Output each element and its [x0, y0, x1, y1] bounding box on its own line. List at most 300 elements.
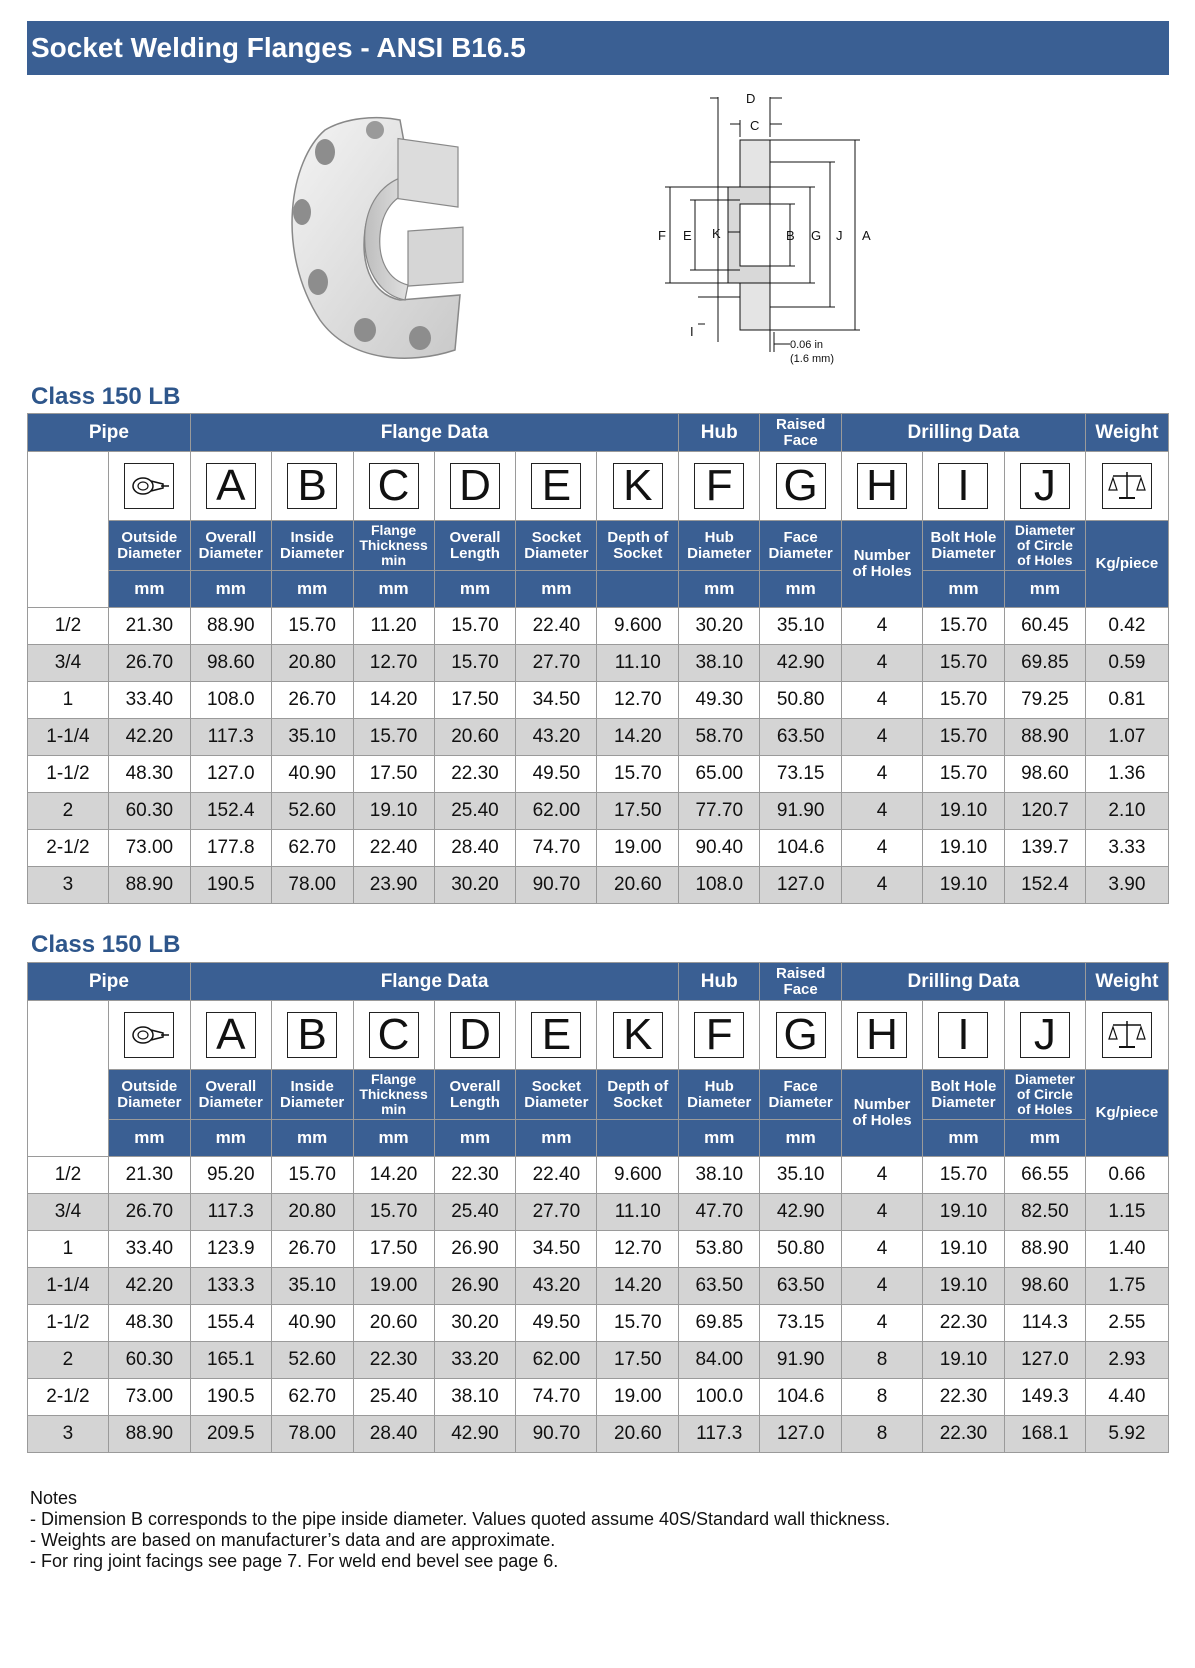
table-cell: 4 — [842, 719, 923, 756]
table-cell: 88.90 — [108, 1416, 190, 1453]
note-item: - Weights are based on manufacturer’s data and are approximate. — [30, 1530, 556, 1550]
table-cell: 40.90 — [271, 756, 353, 793]
group-pipe: Pipe — [28, 963, 191, 1001]
desc-overall-diameter: Overall Diameter — [190, 521, 271, 571]
table-cell: 100.0 — [679, 1379, 760, 1416]
table-cell: 1.07 — [1085, 719, 1168, 756]
letter-g: G — [776, 463, 826, 509]
table-cell: 21.30 — [108, 608, 190, 645]
note-item: - Dimension B corresponds to the pipe inside diameter. Values quoted assume 40S/Standard wall thickness. — [30, 1509, 891, 1529]
table-cell: 30.20 — [434, 1305, 516, 1342]
table-cell: 0.66 — [1085, 1157, 1168, 1194]
pipe-icon — [125, 464, 173, 508]
label-k: K — [712, 226, 721, 241]
table-cell: 0.42 — [1085, 608, 1168, 645]
table-cell: 26.90 — [434, 1268, 516, 1305]
table-cell: 120.7 — [1004, 793, 1085, 830]
table-cell: 60.30 — [108, 1342, 190, 1379]
table-cell: 4 — [842, 1194, 923, 1231]
nps-header: Nominal Pipe Size — [28, 452, 109, 608]
group-flange-data: Flange Data — [190, 414, 679, 452]
table-cell: 4 — [842, 867, 923, 904]
desc-circle-diameter: Diameter of Circle of Holes — [1004, 521, 1085, 571]
table-cell: 152.4 — [190, 793, 271, 830]
table-cell: 49.50 — [516, 1305, 597, 1342]
desc-face-diameter: Face Diameter — [760, 1070, 842, 1120]
letter-d: D — [450, 1012, 500, 1058]
table-cell: 12.70 — [597, 682, 679, 719]
table-cell: 1-1/4 — [28, 1268, 109, 1305]
group-drilling-data: Drilling Data — [842, 963, 1086, 1001]
table2-title: Class 150 LB — [31, 931, 181, 958]
table-cell: 1-1/4 — [28, 719, 109, 756]
table-cell: 190.5 — [190, 867, 271, 904]
letter-e: E — [531, 1012, 581, 1058]
table-cell: 117.3 — [190, 1194, 271, 1231]
group-weight: Weight — [1085, 414, 1168, 452]
table-cell: 28.40 — [353, 1416, 434, 1453]
table-cell: 60.45 — [1004, 608, 1085, 645]
desc-flange-thickness: Flange Thickness min — [353, 521, 434, 571]
table-cell: 19.00 — [353, 1268, 434, 1305]
desc-socket-diameter: Socket Diameter — [516, 521, 597, 571]
group-weight: Weight — [1085, 963, 1168, 1001]
table-cell: 3 — [28, 867, 109, 904]
table-cell: 17.50 — [434, 682, 516, 719]
table-cell: 9.600 — [597, 608, 679, 645]
nps-header: Nominal Pipe Size — [28, 1001, 109, 1157]
desc-outside-diameter: Outside Diameter — [108, 521, 190, 571]
table-cell: 63.50 — [760, 1268, 842, 1305]
spec-table-2: Pipe Flange Data Hub Raised Face Drilling Data Weight Nominal Pipe Size A B C D E K F G H I J Outside Diameter Overall Diameter Inside Diameter Flange Thickness min Overall Length Socket Diameter Depth of Socket Hub Diameter Face Diameter Number of Holes Bolt Hole Diameter Diameter of Circle of Holes Kg/piece mm mm mm mm mm mm mm mm mm mm 1/2 21.30 95.20 15.70 14.20 22.30 22.40 9.600 38.10 35.10 4 15.70 66.55 0.66 3/4 26.70 117.3 20.80 15.70 25.40 27.70 11.10 47.70 42.90 4 19.10 82.50 1.15 1 33.40 123.9 26.70 17.50 26.90 34.50 12.70 53.80 50.80 4 19.10 88.90 1.40 1-1/4 42.20 133.3 35.10 19.00 26.90 43.20 14.20 63.50 63.50 4 19.10 98.60 1.75 1-1/2 48.30 155.4 40.90 20.60 30.20 49.50 15.70 69.85 73.15 4 22.30 114.3 2.55 2 60.30 165.1 52.60 22.30 33.20 62.00 17.50 84.00 91.90 8 19.10 127.0 2.93 2-1/2 73.00 190.5 62.70 25.40 38.10 74.70 19.00 100.0 104.6 8 22.30 149.3 4.40 3 88.90 209.5 78.00 28.40 42.90 90.70 20.60 117.3 127.0 8 22.30 168.1 5.92 — [27, 962, 1169, 1453]
table-cell: 19.10 — [923, 1194, 1005, 1231]
table-cell: 73.15 — [760, 1305, 842, 1342]
table-row — [28, 1194, 1169, 1231]
table-cell: 17.50 — [597, 793, 679, 830]
table-cell: 11.10 — [597, 1194, 679, 1231]
table-cell: 4 — [842, 1305, 923, 1342]
table-cell: 155.4 — [190, 1305, 271, 1342]
table-cell: 127.0 — [190, 756, 271, 793]
flange-illustration — [280, 100, 500, 380]
table-cell: 48.30 — [108, 756, 190, 793]
notes — [30, 1488, 890, 1572]
table-cell: 152.4 — [1004, 867, 1085, 904]
desc-inside-diameter: Inside Diameter — [271, 521, 353, 571]
letter-h: H — [857, 1012, 907, 1058]
table-cell: 90.40 — [679, 830, 760, 867]
table-cell: 15.70 — [434, 608, 516, 645]
table-row — [28, 1231, 1169, 1268]
group-raised-face: Raised Face — [760, 963, 842, 1001]
table-cell: 26.70 — [108, 1194, 190, 1231]
desc-depth-of-socket: Depth of Socket — [597, 1070, 679, 1120]
table-cell: 117.3 — [679, 1416, 760, 1453]
group-pipe: Pipe — [28, 414, 191, 452]
table-cell: 38.10 — [679, 645, 760, 682]
table-cell: 15.70 — [923, 719, 1005, 756]
letter-d: D — [450, 463, 500, 509]
table-cell: 149.3 — [1004, 1379, 1085, 1416]
table-row — [28, 1157, 1169, 1194]
label-gap: 0.06 in — [790, 339, 824, 351]
table-cell: 62.00 — [516, 1342, 597, 1379]
table-cell: 49.50 — [516, 756, 597, 793]
page-title: Socket Welding Flanges - ANSI B16.5 — [27, 21, 1169, 75]
letter-i: I — [938, 1012, 988, 1058]
table-cell: 22.40 — [516, 1157, 597, 1194]
table-cell: 22.40 — [353, 830, 434, 867]
table-cell: 4 — [842, 830, 923, 867]
table-cell: 168.1 — [1004, 1416, 1085, 1453]
table-cell: 34.50 — [516, 682, 597, 719]
label-c: C — [750, 118, 760, 133]
flange-dimension-drawing — [658, 91, 950, 392]
table-cell: 19.10 — [923, 1231, 1005, 1268]
desc-kg-piece: Kg/piece — [1085, 521, 1168, 608]
table-cell: 53.80 — [679, 1231, 760, 1268]
table-cell: 1/2 — [28, 1157, 109, 1194]
table-cell: 38.10 — [679, 1157, 760, 1194]
table-cell: 98.60 — [1004, 1268, 1085, 1305]
table-cell: 15.70 — [353, 1194, 434, 1231]
table-cell: 127.0 — [1004, 1342, 1085, 1379]
table-cell: 104.6 — [760, 830, 842, 867]
table-cell: 19.10 — [353, 793, 434, 830]
table-cell: 3.90 — [1085, 867, 1168, 904]
table-cell: 11.10 — [597, 645, 679, 682]
table-cell: 42.90 — [760, 645, 842, 682]
table-cell: 104.6 — [760, 1379, 842, 1416]
table-cell: 42.20 — [108, 719, 190, 756]
table-cell: 8 — [842, 1416, 923, 1453]
table-cell: 88.90 — [1004, 1231, 1085, 1268]
table-cell: 4 — [842, 756, 923, 793]
table-cell: 23.90 — [353, 867, 434, 904]
scale-icon — [1103, 1013, 1151, 1057]
table-row — [28, 1416, 1169, 1453]
group-raised-face: Raised Face — [760, 414, 842, 452]
table-cell: 42.90 — [760, 1194, 842, 1231]
table-cell: 1.40 — [1085, 1231, 1168, 1268]
letter-j: J — [1020, 463, 1070, 509]
table-cell: 65.00 — [679, 756, 760, 793]
letter-j: J — [1020, 1012, 1070, 1058]
table-cell: 14.20 — [597, 1268, 679, 1305]
table-cell: 11.20 — [353, 608, 434, 645]
table-cell: 15.70 — [271, 608, 353, 645]
table-cell: 2 — [28, 793, 109, 830]
letter-i: I — [938, 463, 988, 509]
table-cell: 5.92 — [1085, 1416, 1168, 1453]
table-cell: 20.60 — [353, 1305, 434, 1342]
table-cell: 20.60 — [597, 867, 679, 904]
table-cell: 117.3 — [190, 719, 271, 756]
table-cell: 27.70 — [516, 645, 597, 682]
table-cell: 15.70 — [923, 682, 1005, 719]
table-row — [28, 867, 1169, 904]
table-cell: 33.40 — [108, 682, 190, 719]
table-cell: 63.50 — [679, 1268, 760, 1305]
table-cell: 15.70 — [923, 645, 1005, 682]
table-cell: 30.20 — [434, 867, 516, 904]
table-cell: 139.7 — [1004, 830, 1085, 867]
table-cell: 84.00 — [679, 1342, 760, 1379]
table-cell: 123.9 — [190, 1231, 271, 1268]
table-cell: 114.3 — [1004, 1305, 1085, 1342]
table-cell: 82.50 — [1004, 1194, 1085, 1231]
desc-overall-diameter: Overall Diameter — [190, 1070, 271, 1120]
desc-outside-diameter: Outside Diameter — [108, 1070, 190, 1120]
table-cell: 25.40 — [434, 793, 516, 830]
table-cell: 0.81 — [1085, 682, 1168, 719]
table-cell: 90.70 — [516, 1416, 597, 1453]
table-cell: 34.50 — [516, 1231, 597, 1268]
letter-k: K — [613, 463, 663, 509]
label-a: A — [862, 228, 871, 243]
table-cell: 3 — [28, 1416, 109, 1453]
table-cell: 35.10 — [271, 1268, 353, 1305]
table-cell: 62.00 — [516, 793, 597, 830]
table-row — [28, 608, 1169, 645]
table-cell: 21.30 — [108, 1157, 190, 1194]
table-cell: 91.90 — [760, 1342, 842, 1379]
table-cell: 74.70 — [516, 1379, 597, 1416]
table-cell: 22.30 — [923, 1379, 1005, 1416]
group-hub: Hub — [679, 414, 760, 452]
table-cell: 22.30 — [923, 1305, 1005, 1342]
table-row — [28, 793, 1169, 830]
table-cell: 30.20 — [679, 608, 760, 645]
table-cell: 3.33 — [1085, 830, 1168, 867]
table-cell: 108.0 — [679, 867, 760, 904]
desc-bolt-hole-diameter: Bolt Hole Diameter — [923, 1070, 1005, 1120]
desc-overall-length: Overall Length — [434, 1070, 516, 1120]
desc-circle-diameter: Diameter of Circle of Holes — [1004, 1070, 1085, 1120]
table-cell: 15.70 — [597, 756, 679, 793]
table-cell: 25.40 — [353, 1379, 434, 1416]
table-cell: 17.50 — [353, 1231, 434, 1268]
table-cell: 20.60 — [434, 719, 516, 756]
table-cell: 209.5 — [190, 1416, 271, 1453]
table-cell: 35.10 — [271, 719, 353, 756]
table-cell: 15.70 — [353, 719, 434, 756]
table-cell: 33.20 — [434, 1342, 516, 1379]
table-row — [28, 1305, 1169, 1342]
scale-icon-cell — [1085, 452, 1168, 521]
table-cell: 22.30 — [434, 756, 516, 793]
pipe-icon-cell — [108, 1001, 190, 1070]
table1-title: Class 150 LB — [31, 383, 181, 410]
notes-heading: Notes — [30, 1488, 78, 1508]
spec-table-1: Pipe Flange Data Hub Raised Face Drilling Data Weight Nominal Pipe Size A B C D E K F G H I J Outside Diameter Overall Diameter Inside Diameter Flange Thickness min Overall Length Socket Diameter Depth of Socket Hub Diameter Face Diameter Number of Holes Bolt Hole Diameter Diameter of Circle of Holes Kg/piece mm mm mm mm mm mm mm mm mm mm 1/2 21.30 88.90 15.70 11.20 15.70 22.40 9.600 30.20 35.10 4 15.70 60.45 0.42 3/4 26.70 98.60 20.80 12.70 15.70 27.70 11.10 38.10 42.90 4 15.70 69.85 0.59 1 33.40 108.0 26.70 14.20 17.50 34.50 12.70 49.30 50.80 4 15.70 79.25 0.81 1-1/4 42.20 117.3 35.10 15.70 20.60 43.20 14.20 58.70 63.50 4 15.70 88.90 1.07 1-1/2 48.30 127.0 40.90 17.50 22.30 49.50 15.70 65.00 73.15 4 15.70 98.60 1.36 2 60.30 152.4 52.60 19.10 25.40 62.00 17.50 77.70 91.90 4 19.10 120.7 2.10 2-1/2 73.00 177.8 62.70 22.40 28.40 74.70 19.00 90.40 104.6 4 19.10 139.7 3.33 3 88.90 190.5 78.00 23.90 30.20 90.70 20.60 108.0 127.0 4 19.10 152.4 3.90 — [27, 413, 1169, 904]
table-cell: 95.20 — [190, 1157, 271, 1194]
table-cell: 43.20 — [516, 1268, 597, 1305]
label-i: I — [690, 324, 694, 339]
pipe-icon — [125, 1013, 173, 1057]
group-drilling-data: Drilling Data — [842, 414, 1086, 452]
table-cell: 77.70 — [679, 793, 760, 830]
desc-kg-piece: Kg/piece — [1085, 1070, 1168, 1157]
letter-e: E — [531, 463, 581, 509]
table-cell: 1 — [28, 1231, 109, 1268]
table-cell: 28.40 — [434, 830, 516, 867]
table-cell: 19.10 — [923, 1342, 1005, 1379]
table-cell: 47.70 — [679, 1194, 760, 1231]
scale-icon — [1103, 464, 1151, 508]
table-cell: 52.60 — [271, 793, 353, 830]
table-cell: 19.00 — [597, 830, 679, 867]
table-cell: 15.70 — [597, 1305, 679, 1342]
table-cell: 4 — [842, 793, 923, 830]
letter-a: A — [206, 463, 256, 509]
table-cell: 22.30 — [923, 1416, 1005, 1453]
table-cell: 58.70 — [679, 719, 760, 756]
table-cell: 15.70 — [434, 645, 516, 682]
desc-hub-diameter: Hub Diameter — [679, 1070, 760, 1120]
table-cell: 2.93 — [1085, 1342, 1168, 1379]
label-e: E — [683, 228, 692, 243]
table-cell: 26.90 — [434, 1231, 516, 1268]
table-cell: 88.90 — [1004, 719, 1085, 756]
table-cell: 19.10 — [923, 1268, 1005, 1305]
table-cell: 9.600 — [597, 1157, 679, 1194]
table-cell: 3/4 — [28, 645, 109, 682]
table-cell: 22.40 — [516, 608, 597, 645]
table-cell: 1.75 — [1085, 1268, 1168, 1305]
table-cell: 91.90 — [760, 793, 842, 830]
table-cell: 1/2 — [28, 608, 109, 645]
table-cell: 2.10 — [1085, 793, 1168, 830]
table-row — [28, 645, 1169, 682]
table-cell: 62.70 — [271, 1379, 353, 1416]
desc-number-of-holes: Number of Holes — [842, 521, 923, 608]
table-cell: 88.90 — [108, 867, 190, 904]
label-g: G — [811, 228, 822, 243]
table-cell: 27.70 — [516, 1194, 597, 1231]
table-cell: 33.40 — [108, 1231, 190, 1268]
table-cell: 35.10 — [760, 608, 842, 645]
label-j: J — [836, 228, 843, 243]
table-cell: 26.70 — [108, 645, 190, 682]
table-cell: 2 — [28, 1342, 109, 1379]
table-cell: 52.60 — [271, 1342, 353, 1379]
note-item: - For ring joint facings see page 7. For weld end bevel see page 6. — [30, 1551, 559, 1571]
table-cell: 43.20 — [516, 719, 597, 756]
table-row — [28, 1379, 1169, 1416]
table-cell: 78.00 — [271, 1416, 353, 1453]
table-cell: 19.10 — [923, 793, 1005, 830]
table-cell: 177.8 — [190, 830, 271, 867]
table-cell: 2-1/2 — [28, 830, 109, 867]
table-cell: 88.90 — [190, 608, 271, 645]
table-row — [28, 719, 1169, 756]
table-cell: 26.70 — [271, 682, 353, 719]
table-cell: 4 — [842, 682, 923, 719]
table-cell: 50.80 — [760, 1231, 842, 1268]
letter-k: K — [613, 1012, 663, 1058]
table-cell: 42.90 — [434, 1416, 516, 1453]
desc-hub-diameter: Hub Diameter — [679, 521, 760, 571]
table-cell: 38.10 — [434, 1379, 516, 1416]
table-cell: 79.25 — [1004, 682, 1085, 719]
table-cell: 19.00 — [597, 1379, 679, 1416]
table-cell: 127.0 — [760, 867, 842, 904]
letter-h: H — [857, 463, 907, 509]
desc-inside-diameter: Inside Diameter — [271, 1070, 353, 1120]
table-cell: 25.40 — [434, 1194, 516, 1231]
desc-bolt-hole-diameter: Bolt Hole Diameter — [923, 521, 1005, 571]
letter-b: B — [287, 1012, 337, 1058]
table-cell: 133.3 — [190, 1268, 271, 1305]
table-cell: 20.80 — [271, 645, 353, 682]
table-cell: 35.10 — [760, 1157, 842, 1194]
table-cell: 74.70 — [516, 830, 597, 867]
group-flange-data: Flange Data — [190, 963, 679, 1001]
table-row — [28, 1268, 1169, 1305]
letter-f: F — [694, 1012, 744, 1058]
letter-g: G — [776, 1012, 826, 1058]
table-cell: 1-1/2 — [28, 1305, 109, 1342]
table-cell: 12.70 — [353, 645, 434, 682]
table-cell: 0.59 — [1085, 645, 1168, 682]
table-cell: 69.85 — [679, 1305, 760, 1342]
table-cell: 4 — [842, 645, 923, 682]
table-cell: 165.1 — [190, 1342, 271, 1379]
table-cell: 60.30 — [108, 793, 190, 830]
table-cell: 50.80 — [760, 682, 842, 719]
label-gap-mm: (1.6 mm) — [790, 353, 834, 365]
table-cell: 73.00 — [108, 1379, 190, 1416]
desc-number-of-holes: Number of Holes — [842, 1070, 923, 1157]
label-d: D — [746, 91, 756, 106]
table-cell: 1.36 — [1085, 756, 1168, 793]
table-cell: 108.0 — [190, 682, 271, 719]
table-cell: 15.70 — [923, 1157, 1005, 1194]
table-cell: 73.15 — [760, 756, 842, 793]
table-cell: 15.70 — [923, 756, 1005, 793]
table-cell: 98.60 — [1004, 756, 1085, 793]
table-cell: 15.70 — [271, 1157, 353, 1194]
table-cell: 1 — [28, 682, 109, 719]
table-cell: 90.70 — [516, 867, 597, 904]
pipe-icon-cell — [108, 452, 190, 521]
table-cell: 19.10 — [923, 830, 1005, 867]
table-cell: 98.60 — [190, 645, 271, 682]
table-cell: 40.90 — [271, 1305, 353, 1342]
table-cell: 20.80 — [271, 1194, 353, 1231]
label-f: F — [658, 228, 666, 243]
table-cell: 78.00 — [271, 867, 353, 904]
table-cell: 62.70 — [271, 830, 353, 867]
table-cell: 127.0 — [760, 1416, 842, 1453]
table-cell: 4 — [842, 608, 923, 645]
table-cell: 4.40 — [1085, 1379, 1168, 1416]
table-cell: 4 — [842, 1268, 923, 1305]
table-cell: 14.20 — [597, 719, 679, 756]
group-hub: Hub — [679, 963, 760, 1001]
table-cell: 2.55 — [1085, 1305, 1168, 1342]
table-cell: 14.20 — [353, 682, 434, 719]
table-cell: 69.85 — [1004, 645, 1085, 682]
table-cell: 48.30 — [108, 1305, 190, 1342]
table-cell: 190.5 — [190, 1379, 271, 1416]
table-cell: 12.70 — [597, 1231, 679, 1268]
table-cell: 1.15 — [1085, 1194, 1168, 1231]
table-cell: 73.00 — [108, 830, 190, 867]
table-cell: 17.50 — [353, 756, 434, 793]
letter-c: C — [369, 1012, 419, 1058]
